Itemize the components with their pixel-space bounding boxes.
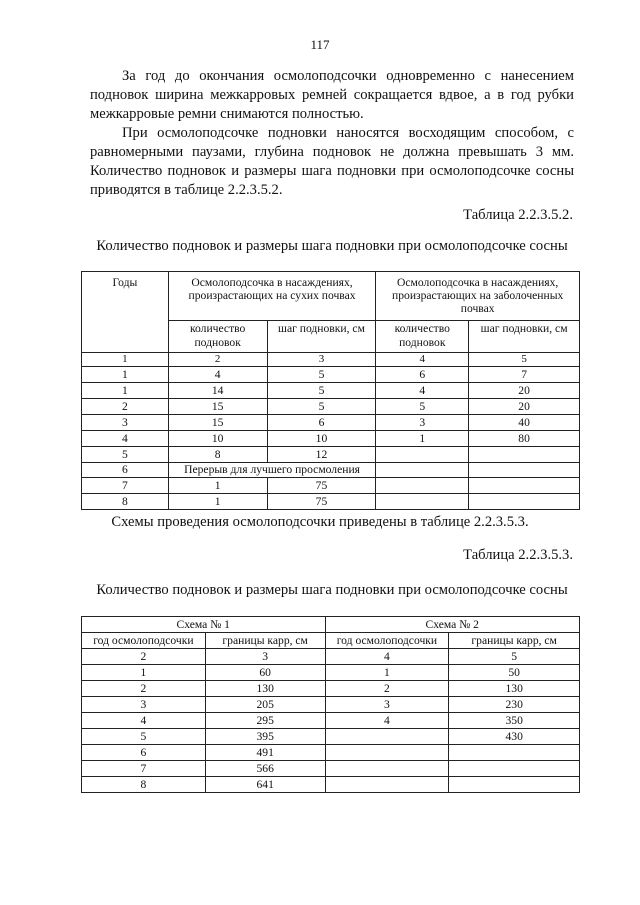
table-row: [82, 649, 580, 665]
table-cell: [376, 494, 469, 510]
table-cell: 5: [82, 729, 206, 745]
table1-index-row: [82, 353, 580, 367]
table-cell: 4: [168, 367, 267, 383]
table-cell: 6: [82, 463, 169, 478]
table-cell: [469, 494, 580, 510]
table1-header-row: [82, 272, 580, 321]
table-cell: 5: [469, 353, 580, 367]
subheader-step-dry: шаг подновки, см: [267, 321, 376, 353]
table-cell: 430: [449, 729, 580, 745]
table-cell: [325, 745, 449, 761]
table-cell: 295: [205, 713, 325, 729]
table-cell: 5: [267, 367, 376, 383]
table-cell: [469, 463, 580, 478]
table-cell: 3: [205, 649, 325, 665]
table-cell: 20: [469, 399, 580, 415]
table-cell: 3: [267, 353, 376, 367]
table-cell: 5: [82, 447, 169, 463]
break-note: Перерыв для лучшего просмоления: [168, 463, 376, 478]
table-cell: 1: [168, 494, 267, 510]
table-cell: [469, 447, 580, 463]
table-cell: 2: [82, 681, 206, 697]
table-cell: [449, 761, 580, 777]
table-cell: [376, 447, 469, 463]
table-cell: 1: [168, 478, 267, 494]
table2-header-row: [82, 617, 580, 633]
header-scheme-1: Схема № 1: [82, 617, 326, 633]
table-cell: 230: [449, 697, 580, 713]
paragraph-2: При осмолоподсочке подновки наносятся восходящим способом, с равномерными паузами, глубина подновок не должна превышать 3 мм. Количество подновок и размеры шага подновки при осмолоподсочке сосны приводятся в таблице 2.2.3.5.2.: [90, 125, 574, 198]
table-row: [82, 431, 580, 447]
table-cell: 1: [325, 665, 449, 681]
table-cell: 4: [82, 713, 206, 729]
table-row: [82, 681, 580, 697]
table-cell: 7: [469, 367, 580, 383]
page-number: 117: [310, 37, 330, 52]
table-cell: 395: [205, 729, 325, 745]
subheader-step-wet: шаг подновки, см: [469, 321, 580, 353]
table-cell: 75: [267, 478, 376, 494]
table-1: [81, 271, 580, 510]
header-years: Годы: [82, 272, 169, 353]
subheader-year-2: год осмолоподсочки: [325, 633, 449, 649]
subheader-year-1: год осмолоподсочки: [82, 633, 206, 649]
table-cell: 1: [82, 353, 169, 367]
table-cell: [325, 761, 449, 777]
table2-title: Количество подновок и размеры шага подновки при осмолоподсочке сосны: [96, 582, 568, 598]
table-cell: 2: [325, 681, 449, 697]
table-cell: [376, 478, 469, 494]
table-cell: 7: [82, 478, 169, 494]
table-cell: 491: [205, 745, 325, 761]
table-cell: 130: [205, 681, 325, 697]
table-cell: [325, 777, 449, 793]
table2-caption: Таблица 2.2.3.5.3.: [463, 547, 573, 563]
table-cell: 60: [205, 665, 325, 681]
table-cell: 10: [168, 431, 267, 447]
table-cell: 1: [82, 367, 169, 383]
table-cell: 20: [469, 383, 580, 399]
table-row: [82, 399, 580, 415]
subheader-bound-2: границы карр, см: [449, 633, 580, 649]
table-cell: 75: [267, 494, 376, 510]
table-row: [82, 729, 580, 745]
table-cell: 566: [205, 761, 325, 777]
table-cell: 1: [376, 431, 469, 447]
table-row: [82, 494, 580, 510]
table-2: [81, 616, 580, 793]
table-cell: 5: [267, 399, 376, 415]
table-cell: 4: [376, 353, 469, 367]
table-cell: 14: [168, 383, 267, 399]
table-cell: 4: [325, 713, 449, 729]
table-row: [82, 713, 580, 729]
table1-caption: Таблица 2.2.3.5.2.: [463, 207, 573, 223]
subheader-count-dry: количество подновок: [168, 321, 267, 353]
table-cell: 4: [376, 383, 469, 399]
table-row-break: [82, 463, 580, 478]
table-cell: 2: [82, 399, 169, 415]
table-cell: 15: [168, 399, 267, 415]
subheader-count-wet: количество подновок: [376, 321, 469, 353]
table-cell: 4: [82, 431, 169, 447]
table-cell: 3: [325, 697, 449, 713]
table-cell: 3: [82, 415, 169, 431]
table-cell: 12: [267, 447, 376, 463]
table-cell: [449, 745, 580, 761]
header-scheme-2: Схема № 2: [325, 617, 579, 633]
table-cell: 8: [82, 777, 206, 793]
table-cell: 8: [82, 494, 169, 510]
paragraph-1: За год до окончания осмолоподсочки одновременно с нанесением подновок ширина межкарровых ремней сокращается вдвое, а в год рубки межкарровые ремни снимаются полностью.: [90, 68, 574, 122]
header-dry-soils: Осмолоподсочка в насаждениях, произрастающих на сухих почвах: [168, 272, 376, 321]
table-cell: 6: [267, 415, 376, 431]
table-cell: 1: [82, 665, 206, 681]
table-row: [82, 478, 580, 494]
header-wet-soils: Осмолоподсочка в насаждениях, произрастающих на заболоченных почвах: [376, 272, 580, 321]
table-row: [82, 697, 580, 713]
table-row: [82, 447, 580, 463]
table-row: [82, 745, 580, 761]
table-cell: 8: [168, 447, 267, 463]
table-cell: 15: [168, 415, 267, 431]
table-row: [82, 383, 580, 399]
table-cell: 3: [82, 697, 206, 713]
table-cell: [469, 478, 580, 494]
table-row: [82, 761, 580, 777]
table-cell: 2: [82, 649, 206, 665]
table-cell: 641: [205, 777, 325, 793]
table2-subheader-row: [82, 633, 580, 649]
table-cell: 2: [168, 353, 267, 367]
table-cell: 4: [325, 649, 449, 665]
table-cell: 80: [469, 431, 580, 447]
table-cell: 5: [376, 399, 469, 415]
table-cell: 350: [449, 713, 580, 729]
table-cell: 40: [469, 415, 580, 431]
table-cell: [325, 729, 449, 745]
table-cell: 3: [376, 415, 469, 431]
table-row: [82, 415, 580, 431]
table-cell: 50: [449, 665, 580, 681]
table-cell: 205: [205, 697, 325, 713]
table-cell: 10: [267, 431, 376, 447]
table-row: [82, 665, 580, 681]
table-cell: 7: [82, 761, 206, 777]
table-cell: 5: [449, 649, 580, 665]
subheader-bound-1: границы карр, см: [205, 633, 325, 649]
table-cell: 6: [82, 745, 206, 761]
table-cell: [449, 777, 580, 793]
table-cell: 1: [82, 383, 169, 399]
table-cell: 130: [449, 681, 580, 697]
table-row: [82, 777, 580, 793]
table-cell: 6: [376, 367, 469, 383]
table2-intro: Схемы проведения осмолоподсочки приведены в таблице 2.2.3.5.3.: [111, 514, 529, 530]
table-cell: 5: [267, 383, 376, 399]
table1-title: Количество подновок и размеры шага подновки при осмолоподсочке сосны: [96, 238, 568, 254]
table-row: [82, 367, 580, 383]
table-cell: [376, 463, 469, 478]
